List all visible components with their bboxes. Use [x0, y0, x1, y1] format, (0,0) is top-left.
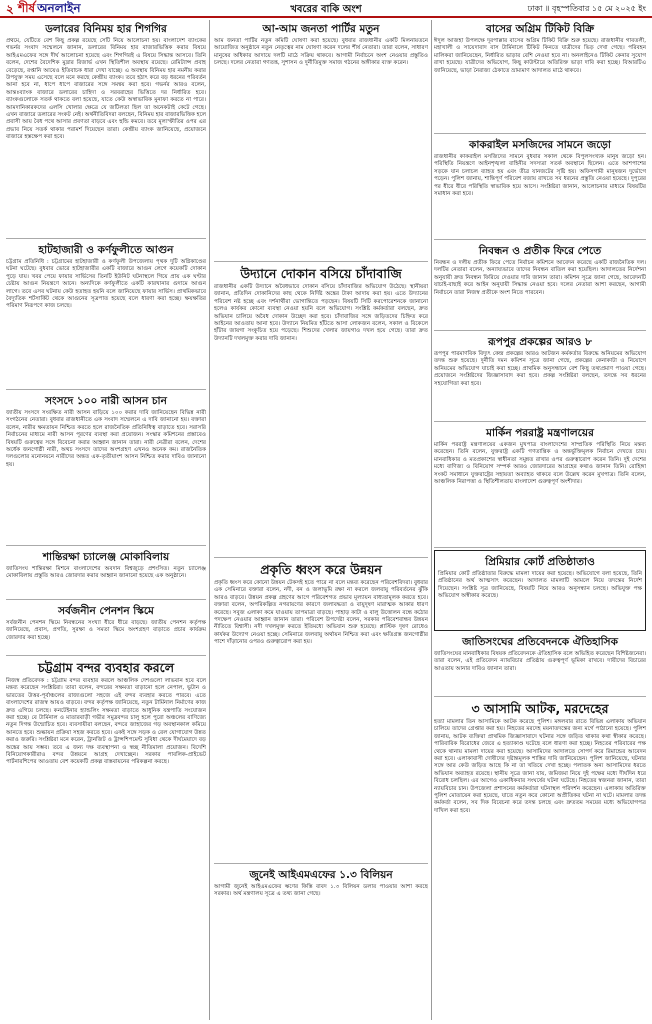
news-story — [6, 602, 206, 656]
story-body: জাতিসংঘ শান্তিরক্ষা মিশনে বাংলাদেশের অবদান বিশ্বজুড়ে প্রশংসিত। নতুন চ্যালেঞ্জ মোকাবিলায় প্রস্তুতি আরও জোরদার করার আহ্বান জানানো হয়েছে এক অনুষ্ঠানে। — [6, 566, 206, 580]
story-headline: প্রকৃতি ধ্বংস করে উন্নয়ন — [260, 562, 382, 577]
masthead — [0, 0, 652, 18]
story-body: নিবন্ধন ও দলীয় প্রতীক ফিরে পেতে নির্বাচন কমিশনে আবেদন করেছে একটি রাজনৈতিক দল। দলটির নেতারা বলেন, অন্যায্যভাবে তাদের নিবন্ধন বাতিল করা হয়েছিল। আদালতের নির্দেশনা অনুযায়ী দ্রুত নিবন্ধন ফিরিয়ে দেওয়ার দাবি জানান তারা। কমিশন সূত্রে জানা গেছে, আবেদনটি যাচাই-বাছাই করে আইন অনুযায়ী সিদ্ধান্ত নেওয়া হবে। দলের নেতারা আশা করছেন, আগামী নির্বাচনে তারা নিজস্ব প্রতীকে অংশ নিতে পারবেন। — [434, 260, 646, 296]
story-headline: নিবন্ধন ও প্রতীক ফিরে পেতে — [478, 245, 602, 257]
news-story — [6, 548, 206, 600]
column-divider — [209, 20, 210, 1020]
story-headline: ৩ আসামি আটক, মরদেহের — [471, 701, 609, 716]
story-headline: উদ্যানে দোকান বসিয়ে চাঁদাবাজি — [240, 266, 402, 281]
story-body: নিজস্ব প্রতিবেদক : চট্টগ্রাম বন্দর ব্যবহার করলে আঞ্চলিক দেশগুলো লাভবান হবে বলে মন্তব্য করেছেন সংশ্লিষ্টরা। তারা বলেন, বন্দরের সক্ষমতা বাড়ানো হলে নেপাল, ভুটান ও ভারতের উত্তর-পূর্বাঞ্চলের রাজ্যগুলো সহজে এই বন্দর ব্যবহার করতে পারবে। এতে বাংলাদেশের রাজস্ব আয়ও বাড়বে। বন্দর কর্তৃপক্ষ জানিয়েছে, নতুন টার্মিনাল নির্মাণের কাজ দ্রুত এগিয়ে চলছে। কনটেইনার হ্যান্ডলিং সক্ষমতা বাড়াতে আধুনিক যন্ত্রপাতি সংযোজন করা হচ্ছে। বে টার্মিনাল ও মাতারবাড়ী গভীর সমুদ্রবন্দর চালু হলে পুরো অঞ্চলের বাণিজ্যে নতুন দিগন্ত উন্মোচিত হবে। ব্যবসায়ীরা বলছেন, বন্দরে জাহাজের গড় অবস্থানকাল কমিয়ে আনতে হবে। শুল্কায়ন প্রক্রিয়া সহজ করতে হবে। একই সঙ্গে সড়ক ও রেল যোগাযোগ উন্নত করাও জরুরি। সংশ্লিষ্টরা মনে করেন, ট্রানজিট ও ট্রান্সশিপমেন্ট সুবিধা থেকে দীর্ঘমেয়াদে বড় অঙ্কের আয় সম্ভব। তবে এ জন্য দক্ষ ব্যবস্থাপনা ও স্বচ্ছ নীতিমালা প্রয়োজন। বিদেশি বিনিয়োগকারীরাও বন্দর উন্নয়নে আগ্রহ দেখাচ্ছেন। সরকার পাবলিক-প্রাইভেট পার্টনারশিপের আওতায় বেশ কয়েকটি প্রকল্প বাস্তবায়নের পরিকল্পনা করছে। — [6, 678, 206, 766]
news-story — [214, 264, 428, 558]
section-title: খবরের বাকি অংশ — [290, 4, 362, 15]
news-story — [214, 20, 428, 262]
news-story — [6, 392, 206, 546]
news-story — [434, 242, 646, 331]
story-body: মার্কিন পররাষ্ট্র মন্ত্রণালয়ের একজন মুখপাত্র বাংলাদেশের সাম্প্রতিক পরিস্থিতি নিয়ে মন্তব্য করেছেন। তিনি বলেন, যুক্তরাষ্ট্র একটি গণতান্ত্রিক ও অন্তর্ভুক্তিমূলক নির্বাচন দেখতে চায়। মানবাধিকার ও মতপ্রকাশের স্বাধীনতা সমুন্নত রাখার ওপর গুরুত্বারোপ করেন তিনি। দুই দেশের মধ্যে বাণিজ্য ও বিনিয়োগ সম্পর্ক আরও জোরদারের আগ্রহের কথাও জানান তিনি। রোহিঙ্গা সংকট সমাধানে যুক্তরাষ্ট্রের সহায়তা অব্যাহত থাকবে বলে উল্লেখ করেন মুখপাত্র। তিনি বলেন, আঞ্চলিক নিরাপত্তা ও স্থিতিশীলতায় বাংলাদেশ গুরুত্বপূর্ণ অংশীদার। — [434, 442, 646, 486]
logo-text-2: অনলাইন — [37, 1, 81, 15]
story-headline: বাসের অগ্রিম টিকিট বিক্রি — [485, 23, 594, 35]
news-story — [6, 241, 206, 390]
news-story — [6, 20, 206, 239]
logo-text-1: শীর্ষ — [18, 1, 36, 15]
story-headline: জাতিসংঘের প্রতিবেদনকে ঐতিহাসিক — [462, 636, 618, 648]
story-body: প্রকৃতি ধ্বংস করে কোনো উন্নয়ন টেকসই হতে পারে না বলে মন্তব্য করেছেন পরিবেশবিদরা। বুধবার এক সেমিনারে বক্তারা বলেন, নদী, বন ও জলাভূমি রক্ষা না করলে জলবায়ু পরিবর্তনের ঝুঁকি আরও বাড়বে। উন্নয়ন প্রকল্প গ্রহণের আগে পরিবেশগত প্রভাব মূল্যায়ন বাধ্যতামূলক করতে হবে। বক্তারা বলেন, অপরিকল্পিত নগরায়ণের কারণে জলাবদ্ধতা ও বায়ুদূষণ মারাত্মক আকার ধারণ করেছে। সবুজ এলাকা কমে যাওয়ায় তাপমাত্রা বাড়ছে। পাহাড় কাটা ও বালু উত্তোলন বন্ধে কঠোর পদক্ষেপ নেওয়ার আহ্বান জানান তারা। পরিবেশ উপদেষ্টা বলেন, সরকার পরিবেশবান্ধব উন্নয়ন নীতিতে বিশ্বাসী। নদী দখলমুক্ত করতে ইতিমধ্যে অভিযান শুরু হয়েছে। প্লাস্টিক দূষণ রোধেও কার্যকর উদ্যোগ নেওয়া হচ্ছে। সেমিনারে জলবায়ু অর্থায়ন নিশ্চিত করা এবং ক্ষতিগ্রস্ত জনগোষ্ঠীর পাশে দাঁড়ানোর ওপরও গুরুত্বারোপ করা হয়। — [214, 580, 428, 646]
news-story — [434, 424, 646, 548]
story-body: প্রিমিয়ার কোর্ট প্রতিষ্ঠাতার বিরুদ্ধে মামলা দায়ের করা হয়েছে। অভিযোগে বলা হয়েছে, তিনি প্রতিষ্ঠানের অর্থ আত্মসাৎ করেছেন। আদালত মামলাটি আমলে নিয়ে তদন্তের নির্দেশ দিয়েছেন। সংশ্লিষ্ট সূত্র জানিয়েছে, বিষয়টি নিয়ে আরও অনুসন্ধান চলছে। অভিযুক্ত পক্ষ অভিযোগ অস্বীকার করেছে। — [438, 571, 642, 600]
story-body: চট্টগ্রাম প্রতিনিধি : চট্টগ্রামের হাটহাজারী ও কর্ণফুলী উপজেলায় পৃথক দুটি অগ্নিকাণ্ডের ঘটনা ঘটেছে। বুধবার ভোরে হাটহাজারীর একটি বাজারে আগুন লেগে কয়েকটি দোকান পুড়ে যায়। খবর পেয়ে ফায়ার সার্ভিসের তিনটি ইউনিট ঘটনাস্থলে গিয়ে প্রায় এক ঘণ্টার চেষ্টায় আগুন নিয়ন্ত্রণে আনে। অন্যদিকে কর্ণফুলীতে একটি কারখানার গুদামে আগুন লাগে। তবে এসব ঘটনায় কেউ হতাহত হয়নি বলে জানিয়েছে ফায়ার সার্ভিস। প্রাথমিকভাবে বৈদ্যুতিক শর্টসার্কিট থেকে আগুনের সূত্রপাত হয়েছে বলে ধারণা করা হচ্ছে। ক্ষয়ক্ষতির পরিমাণ নিরূপণে কাজ চলছে। — [6, 259, 206, 310]
column-1 — [6, 20, 206, 1020]
story-headline: ডলারের বিনিময় হার শিগগির — [45, 23, 167, 35]
story-body: হত্যা মামলার তিন আসামিকে আটক করেছে পুলিশ। মঙ্গলবার রাতে বিভিন্ন এলাকায় অভিযান চালিয়ে তাদের গ্রেপ্তার করা হয়। নিহতের মরদেহ ময়নাতদন্তের জন্য মর্গে পাঠানো হয়েছে। পুলিশ জানায়, আটক ব্যক্তিরা প্রাথমিক জিজ্ঞাসাবাদে ঘটনার সঙ্গে জড়িত থাকার কথা স্বীকার করেছে। পারিবারিক বিরোধের জেরে এ হত্যাকাণ্ড ঘটেছে বলে ধারণা করা হচ্ছে। নিহতের পরিবারের পক্ষ থেকে থানায় মামলা দায়ের করা হয়েছে। আসামিদের আদালতে সোপর্দ করে রিমান্ডের আবেদন করা হবে। এলাকাবাসী দোষীদের দৃষ্টান্তমূলক শাস্তির দাবি জানিয়েছেন। পুলিশ জানিয়েছে, ঘটনার সঙ্গে আর কেউ জড়িত আছে কি না তা খতিয়ে দেখা হচ্ছে। পলাতক অন্য আসামিদের ধরতে অভিযান অব্যাহত রয়েছে। স্থানীয় সূত্রে জানা যায়, জমিজমা নিয়ে দুই পক্ষের মধ্যে দীর্ঘদিন ধরে বিরোধ চলছিল। এর আগেও একাধিকবার সংঘর্ষের ঘটনা ঘটেছে। নিহতের স্বজনরা জানান, তারা ন্যায়বিচার চান। উপজেলা প্রশাসনের কর্মকর্তারা ঘটনাস্থল পরিদর্শন করেছেন। এলাকায় অতিরিক্ত পুলিশ মোতায়েন করা হয়েছে, যাতে নতুন করে কোনো অপ্রীতিকর ঘটনা না ঘটে। মামলার তদন্ত কর্মকর্তা বলেন, সব দিক বিবেচনা করে তদন্ত চলছে এবং দ্রুততম সময়ের মধ্যে অভিযোগপত্র দাখিল করা হবে। — [434, 719, 646, 814]
news-story — [214, 866, 428, 949]
page-number: ২ — [6, 2, 14, 16]
story-headline: জুনেই আইএমএফের ১.৩ বিলিয়ন — [249, 869, 393, 881]
news-story — [434, 136, 646, 240]
story-body: রূপপুর পারমাণবিক বিদ্যুৎ কেন্দ্র প্রকল্পের আরও আটজন কর্মকর্তার বিরুদ্ধে অনিয়মের অভিযোগ তদন্ত শুরু হয়েছে। দুর্নীতি দমন কমিশন সূত্রে জানা গেছে, প্রকল্পের কেনাকাটা ও নিয়োগে অনিয়মের অভিযোগ যাচাই করা হচ্ছে। প্রাথমিক অনুসন্ধানে বেশ কিছু তথ্যপ্রমাণ পাওয়া গেছে। প্রয়োজনে সংশ্লিষ্টদের জিজ্ঞাসাবাদ করা হবে। প্রকল্প সংশ্লিষ্টরা বলছেন, তদন্তে সব ধরনের সহযোগিতা করা হবে। — [434, 351, 646, 387]
column-2 — [214, 20, 428, 1020]
news-story — [434, 699, 646, 1020]
story-body: রাজধানীর কাকরাইল মসজিদের সামনে বুধবার সকাল থেকে বিপুলসংখ্যক মানুষ জড়ো হন। পরিস্থিতি নিয়ন্ত্রণে আইনশৃঙ্খলা বাহিনীর সদস্যরা সতর্ক অবস্থানে ছিলেন। এতে আশপাশের সড়কে যান চলাচল ব্যাহত হয় এবং তীব্র যানজটের সৃষ্টি হয়। অফিসগামী মানুষজন দুর্ভোগে পড়েন। পুলিশ জানায়, শান্তিপূর্ণ পরিবেশ বজায় রাখতে সব ধরনের প্রস্তুতি নেওয়া হয়েছে। দুপুরের পর ধীরে ধীরে পরিস্থিতি স্বাভাবিক হয়ে আসে। সংশ্লিষ্টরা জানান, আলোচনার মাধ্যমে বিষয়টির সমাধান করা হবে। — [434, 154, 646, 198]
boxed-story — [434, 550, 646, 631]
story-headline: কাকরাইল মসজিদের সামনে জড়ো — [469, 139, 611, 151]
news-story — [434, 333, 646, 422]
dateline: ঢাকা ॥ বৃহস্পতিবার ১৫ মে ২০২৫ ইং — [527, 4, 646, 13]
news-story — [434, 633, 646, 697]
story-body: জাতিসংঘের মানবাধিকার বিষয়ক প্রতিবেদনকে ঐতিহাসিক বলে অভিহিত করেছেন বিশিষ্টজনেরা। তারা বলেন, এই প্রতিবেদন ন্যায়বিচার প্রতিষ্ঠায় গুরুত্বপূর্ণ ভূমিকা রাখবে। দায়ীদের বিচারের আওতায় আনার দাবিও জানান তারা। — [434, 651, 646, 672]
column-divider — [431, 20, 432, 1020]
story-headline: মার্কিন পররাষ্ট্র মন্ত্রণালয়ের — [486, 427, 594, 439]
story-body: জাতীয় সংসদে সংরক্ষিত নারী আসন বাড়িয়ে ১০০ করার দাবি জানিয়েছেন বিভিন্ন নারী সংগঠনের নেতারা। বুধবার রাজধানীতে এক সংবাদ সম্মেলনে এ দাবি জানানো হয়। বক্তারা বলেন, নারীর ক্ষমতায়ন নিশ্চিত করতে হলে রাজনৈতিক প্রতিনিধিত্ব বাড়াতে হবে। সরাসরি নির্বাচনের মাধ্যমে নারী আসন পূরণের ব্যবস্থা করা প্রয়োজন। সংস্কার কমিশনের প্রস্তাবেও বিষয়টি গুরুত্বের সঙ্গে বিবেচনা করার আহ্বান জানান তারা। নারী নেত্রীরা বলেন, দেশের অর্ধেক জনগোষ্ঠী নারী, অথচ সংসদে তাদের অংশগ্রহণ এখনও অনেক কম। রাজনৈতিক দলগুলোর মনোনয়নে নারীদের অন্তত এক-তৃতীয়াংশ আসন নিশ্চিত করার দাবিও জানানো হয়। — [6, 410, 206, 468]
story-body: রাজধানীর একটি উদ্যানে অবৈধভাবে দোকান বসিয়ে চাঁদাবাজির অভিযোগ উঠেছে। স্থানীয়রা জানান, প্রতিদিন দোকানিদের কাছ থেকে নির্দিষ্ট অঙ্কের টাকা আদায় করা হয়। এতে উদ্যানের পরিবেশ নষ্ট হচ্ছে এবং দর্শনার্থীরা ভোগান্তিতে পড়ছেন। বিষয়টি সিটি করপোরেশনকে জানানো হলেও কার্যকর কোনো ব্যবস্থা নেওয়া হয়নি বলে অভিযোগ। সংশ্লিষ্ট কর্মকর্তারা বলছেন, দ্রুত অভিযান চালিয়ে অবৈধ দোকান উচ্ছেদ করা হবে। চাঁদাবাজির সঙ্গে জড়িতদের চিহ্নিত করে আইনের আওতায় আনা হবে। উদ্যানে নিয়মিত হাঁটতে আসা লোকজন বলেন, সকাল ও বিকেলে হাঁটার জায়গা সংকুচিত হয়ে পড়েছে। শিশুদের খেলার জায়গাও দখল হয়ে গেছে। তারা দ্রুত উদ্যানটি দখলমুক্ত করার দাবি জানান। — [214, 284, 428, 342]
story-headline: শান্তিরক্ষা চ্যালেঞ্জ মোকাবিলায় — [42, 551, 170, 563]
news-story — [6, 658, 206, 1020]
story-headline: হাটহাজারী ও কর্ণফুলীতে আগুন — [38, 244, 174, 256]
story-headline: প্রিমিয়ার কোর্ট প্রতিষ্ঠাতাও — [485, 556, 595, 568]
story-body: প্রথমে, যেটিতে বেশ কিছু প্রকল্প রয়েছে সেটি নিয়ে আলোচনা হয়। বাংলাদেশ ব্যাংকের গভর্নর সংবাদ সম্মেলনে জানান, ডলারের বিনিময় হার বাজারভিত্তিক করার বিষয়ে আইএমএফের সঙ্গে দীর্ঘ আলোচনা হয়েছে এবং শিগগিরই এ বিষয়ে সিদ্ধান্ত আসবে। তিনি বলেন, দেশের বৈদেশিক মুদ্রার রিজার্ভ এখন স্থিতিশীল অবস্থায় রয়েছে। রেমিট্যান্স প্রবাহ বেড়েছে, রপ্তানি আয়েও ইতিবাচক ধারা দেখা যাচ্ছে। এ অবস্থায় বিনিময় হার নমনীয় করার উপযুক্ত সময় এসেছে বলে মনে করছে কেন্দ্রীয় ব্যাংক। তবে হঠাৎ করে বড় ধরনের পরিবর্তন আনা হবে না, ধাপে ধাপে বাজারের সঙ্গে সমন্বয় করা হবে। গভর্নর আরও বলেন, আন্তঃব্যাংক বাজারে ডলারের চাহিদা ও সরবরাহের ভিত্তিতে দর নির্ধারিত হবে। ব্যাংকগুলোকে সতর্ক থাকতে বলা হয়েছে, যাতে কেউ অস্বাভাবিক মুনাফা করতে না পারে। আমদানিকারকদের এলসি খোলার ক্ষেত্রে যে জটিলতা ছিল তা অনেকটাই কেটে গেছে। এখন বাজারে ডলারের সংকট নেই। অর্থনীতিবিদরা বলছেন, বিনিময় হার বাজারভিত্তিক হলে প্রবাসী আয় বৈধ পথে আসার প্রবণতা বাড়বে এবং হুন্ডি কমবে। তবে মূল্যস্ফীতির ওপর এর প্রভাব নিয়ে সতর্ক থাকার পরামর্শ দিয়েছেন তারা। কেন্দ্রীয় ব্যাংক জানিয়েছে, প্রয়োজনে বাজারে হস্তক্ষেপ করা হবে। — [6, 38, 206, 141]
story-headline: সংসদে ১০০ নারী আসন চান — [45, 395, 167, 407]
news-story — [214, 560, 428, 864]
story-body: সর্বজনীন পেনশন স্কিমে নিবন্ধনের সংখ্যা ধীরে ধীরে বাড়ছে। জাতীয় পেনশন কর্তৃপক্ষ জানিয়েছে, প্রবাস, প্রগতি, সুরক্ষা ও সমতা স্কিমে অংশগ্রহণ বাড়াতে প্রচার কার্যক্রম জোরদার করা হচ্ছে। — [6, 620, 206, 641]
story-headline: চট্টগ্রাম বন্দর ব্যবহার করলে — [37, 660, 175, 675]
story-body: আম জনতা পার্টির নতুন কমিটি ঘোষণা করা হয়েছে। বুধবার রাজধানীর একটি মিলনায়তনে আয়োজিত অনুষ্ঠানে নতুন নেতৃত্বের নাম ঘোষণা করেন দলের শীর্ষ নেতারা। তারা বলেন, সাধারণ মানুষের অধিকার আদায়ে দলটি মাঠে সক্রিয় থাকবে। আগামী নির্বাচনে অংশ নেওয়ার প্রস্তুতিও চলছে। দলের নেতারা গণতন্ত্র, সুশাসন ও দুর্নীতিমুক্ত সমাজ গঠনের অঙ্গীকার ব্যক্ত করেন। — [214, 38, 428, 67]
news-story — [434, 20, 646, 134]
story-headline: রূপপুর প্রকল্পের আরও ৮ — [488, 336, 592, 348]
story-headline: সর্বজনীন পেনশন স্কিমে — [58, 605, 154, 617]
story-body: আগামী জুনেই আইএমএফের ঋণের কিস্তি বাবদ ১.৩ বিলিয়ন ডলার পাওয়ার আশা করছে সরকার। অর্থ মন্ত্রণালয় সূত্রে এ তথ্য জানা গেছে। — [214, 884, 428, 898]
story-body: ঈদুল আজহা উপলক্ষে দূরপাল্লার বাসের অগ্রিম টিকিট বিক্রি শুরু হয়েছে। রাজধানীর গাবতলী, মহাখালী ও সায়েদাবাদ বাস টার্মিনালে টিকিট কিনতে যাত্রীদের ভিড় দেখা গেছে। পরিবহন মালিকরা জানিয়েছেন, নির্ধারিত ভাড়ার বেশি নেওয়া হবে না। অনলাইনেও টিকিট কেনার সুযোগ রাখা হয়েছে। যাত্রীদের অভিযোগ, কিছু কাউন্টারে অতিরিক্ত ভাড়া দাবি করা হচ্ছে। বিআরটিএ জানিয়েছে, ভাড়া নৈরাজ্য ঠেকাতে ভ্রাম্যমাণ আদালত মাঠে থাকবে। — [434, 38, 646, 74]
column-3 — [434, 20, 646, 1020]
story-headline: আ-আম জনতা পার্টির মতুন — [262, 23, 380, 35]
